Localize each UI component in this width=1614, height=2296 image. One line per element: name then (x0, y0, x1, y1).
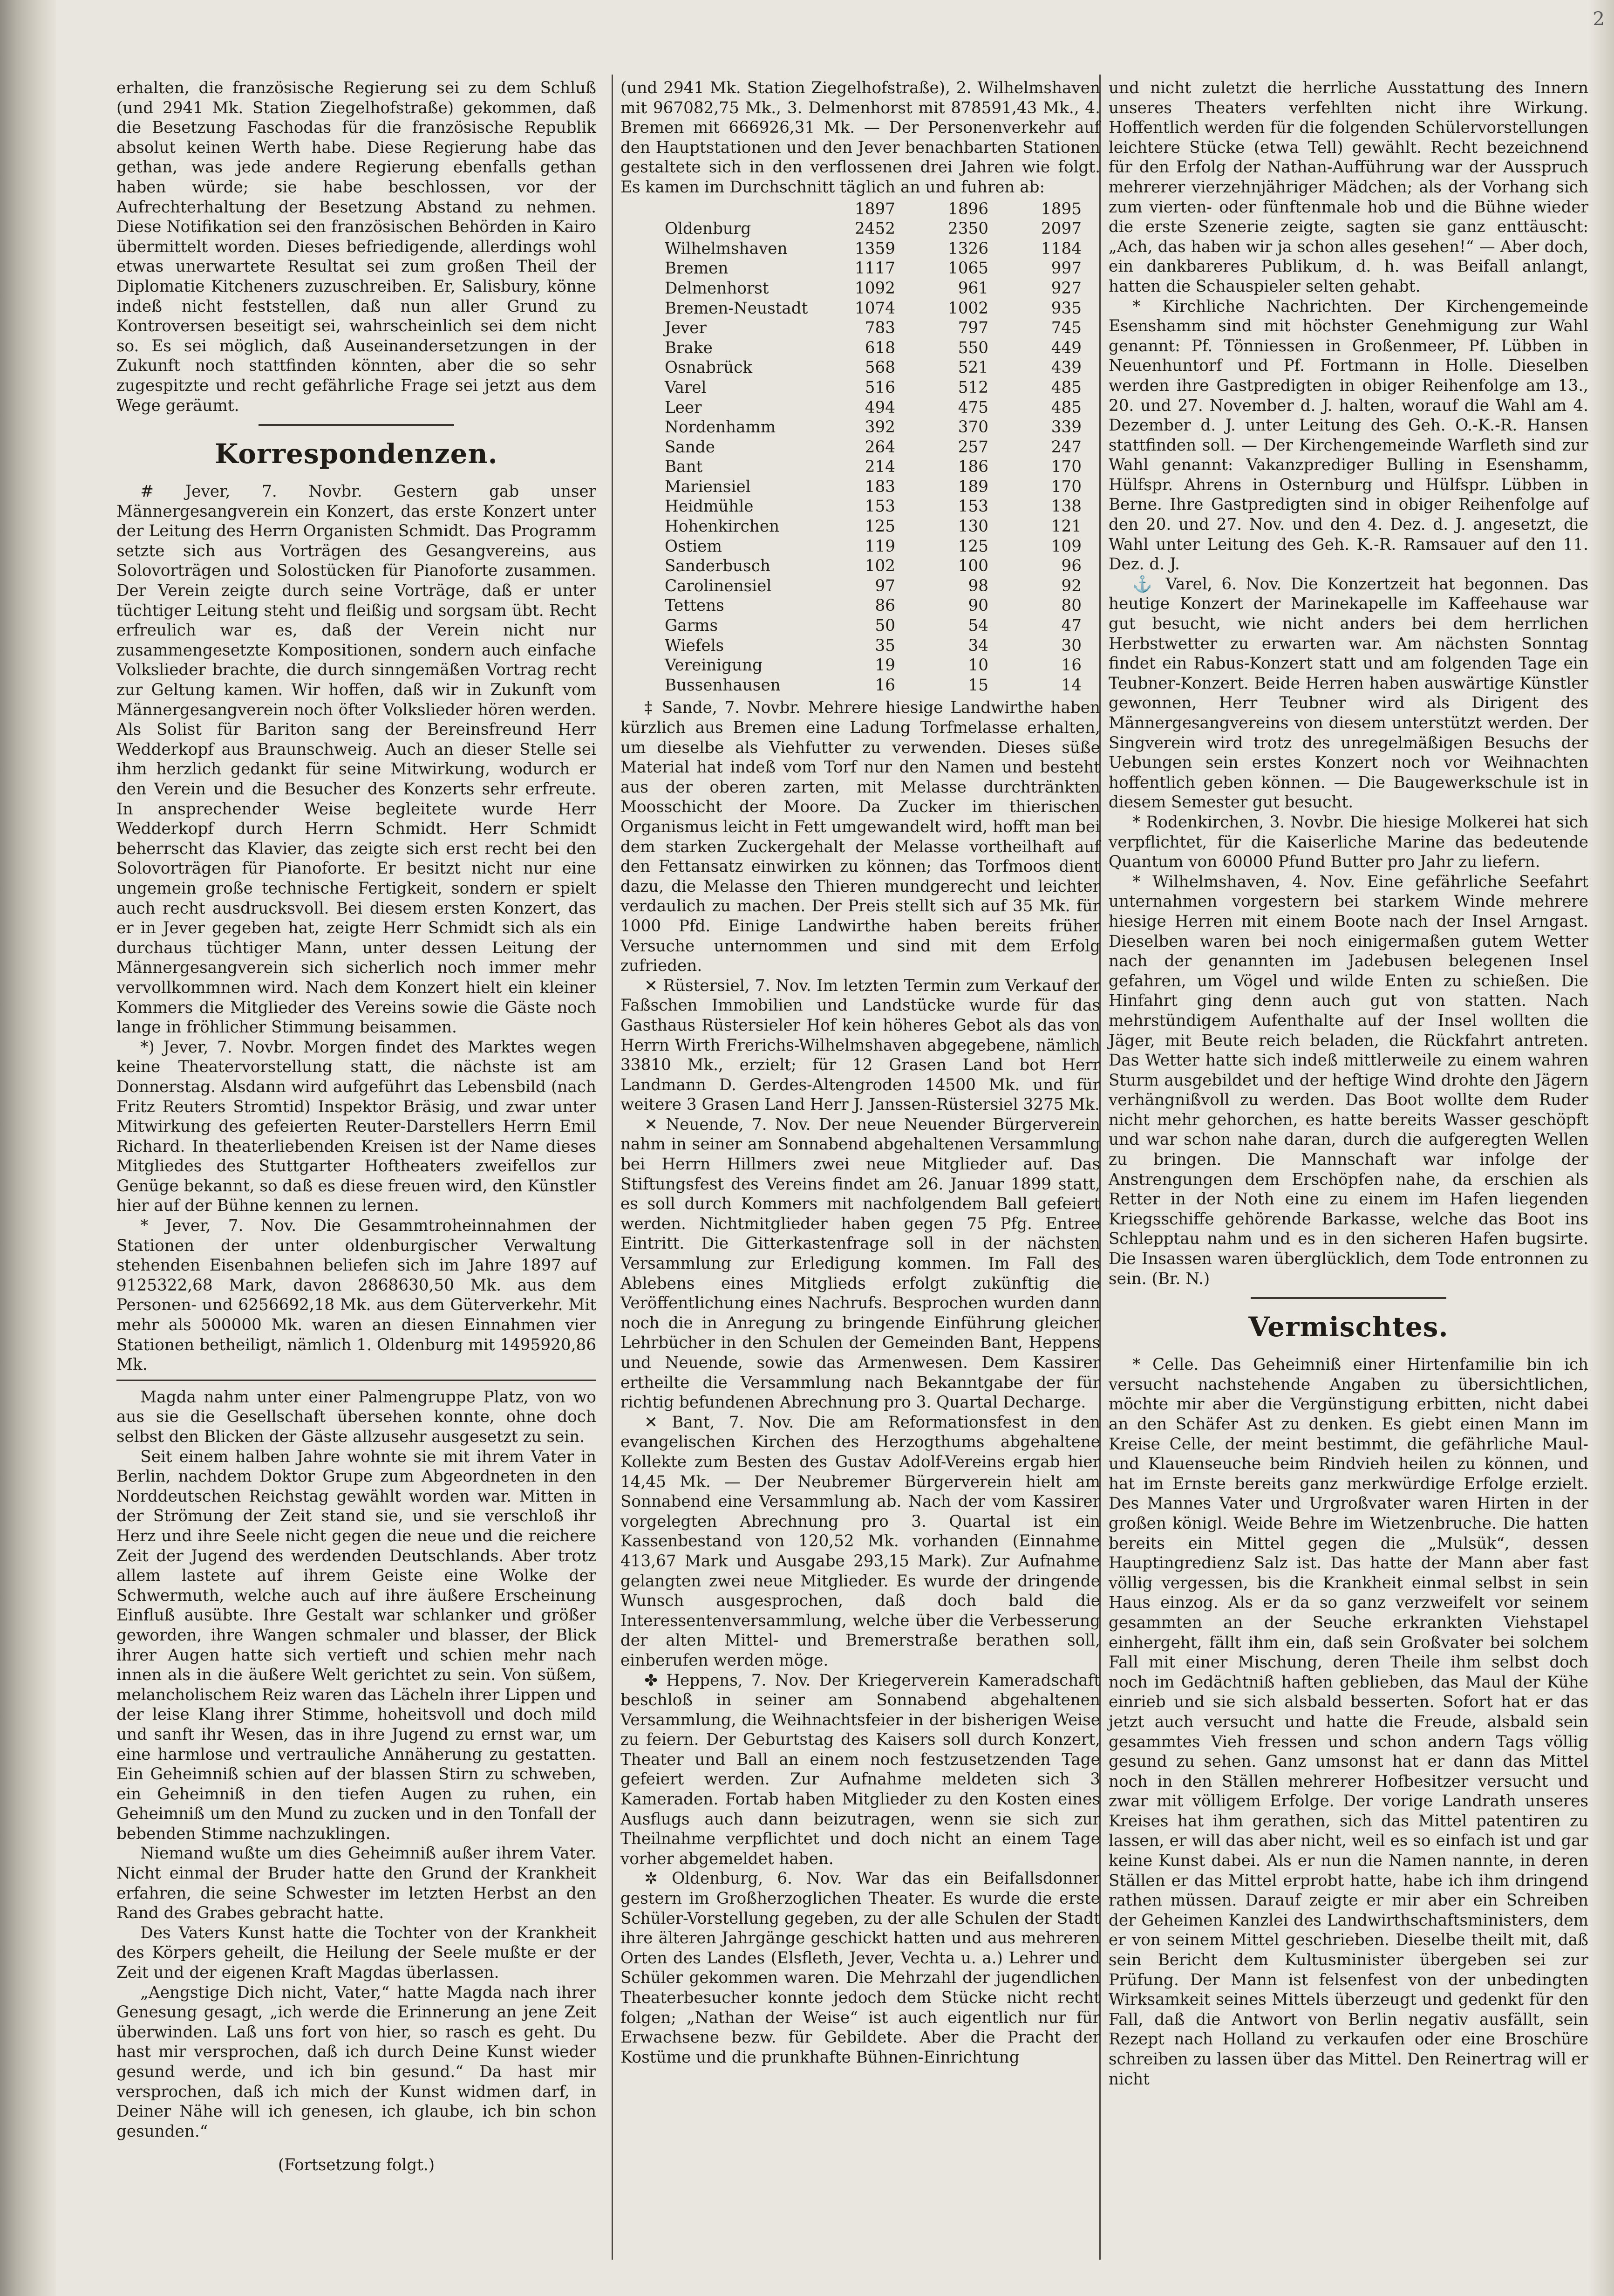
passenger-count-cell: 15 (968, 676, 988, 695)
station-name-cell: Vereinigung (665, 656, 763, 675)
table-row (620, 556, 1100, 576)
table-header-cell: 1897 (854, 199, 895, 219)
passenger-count-cell: 80 (1061, 596, 1082, 615)
article-jever-konzert: # Jever, 7. Novbr. Gestern gab unser Männergesangverein ein Konzert, das erste Konzert unter der Leitung des Herrn Organisten Schmidt. Das Programm setzte sich aus Vorträgen des Gesangvereins, aus Solovorträgen und Solostücken für Pianoforte zusammen. Der Verein zeigte durch seine Vorträge, daß er unter tüchtiger Leitung steht und fleißig und sorgsam übt. Recht erfreulich war es, daß der Verein nicht nur zusammengesetzte Kompositionen, sondern auch einfache Volkslieder brachte, die durch sinngemäßen Vortrag recht zur Geltung kamen. Wir hoffen, daß wir in Zukunft vom Männergesangverein noch öfter Volkslieder hören werden. Als Solist für Bariton sang der Bereinsfreund Herr Wedderkopf aus Braunschweig. Auch an dieser Stelle sei ihm herzlich gedankt für seine Mitwirkung, wodurch er den Verein und die Besucher des Konzerts sehr erfreute. In ansprechender Weise begleitete wurde Herr Wedderkopf durch Herrn Schmidt. Herr Schmidt beherrscht das Klavier, das zeigte sich erst recht bei den Solovorträgen für Pianoforte. Er besitzt nicht nur eine ungemein große technische Fertigkeit, sondern er spielt auch recht ausdrucksvoll. Bei diesem ersten Konzert, das er in Jever gegeben hat, zeigte Herr Schmidt sich als ein durchaus tüchtiger Mann, unter dessen Leitung der Männergesangverein sich sicherlich noch immer mehr vervollkommnen wird. Nach dem Konzert hielt ein kleiner Kommers die Mitglieder des Vereins sowie die Gäste noch lange in fröhlicher Stimmung beisammen. (116, 482, 596, 1037)
column-2 (620, 78, 1100, 2067)
passenger-count-cell: 16 (875, 676, 895, 695)
table-row (620, 457, 1100, 477)
passenger-count-cell: 797 (958, 319, 988, 338)
passenger-count-cell: 14 (1061, 676, 1082, 695)
passenger-count-cell: 1002 (947, 299, 988, 318)
passenger-count-cell: 264 (865, 437, 895, 457)
section-divider (1251, 1297, 1446, 1299)
station-name-cell: Varel (665, 378, 707, 397)
passenger-count-cell: 189 (958, 477, 988, 496)
table-row (620, 417, 1100, 437)
passenger-count-cell: 10 (968, 656, 988, 675)
station-name-cell: Brake (665, 338, 713, 357)
passenger-count-cell: 19 (875, 656, 895, 675)
story-paragraph: „Aengstige Dich nicht, Vater,“ hatte Magda nach ihrer Genesung gesagt, „ich werde die Erinnerung an jene Zeit überwinden. Laß uns fort von hier, so rasch es geht. Du hast mir versprochen, daß ich durch Deine Kunst wieder gesund werde, und ich bin gesund.“ Da hast mir versprochen, daß ich mich der Kunst widmen darf, in Deiner Nähe will ich genesen, ich glaube, ich bin schon gesunden.“ (116, 1983, 596, 2141)
story-paragraph: Seit einem halben Jahre wohnte sie mit ihrem Vater in Berlin, nachdem Doktor Grupe zum Abgeordneten in den Norddeutschen Reichstag gewählt worden war. Mitten in der Strömung der Zeit stand sie, und sie verschloß ihr Herz und ihre Seele nicht gegen die neue und die reichere Zeit der Jugend des werdenden Deutschlands. Aber trotz allem lastete auf ihrem Geiste eine Wolke der Schwermuth, welche auch auf ihre äußere Erscheinung Einfluß ausübte. Ihre Gestalt war schlanker und größer geworden, ihre Wangen schmaler und blasser, der Blick ihrer Augen hatte sich vertieft und schien mehr nach innen als in die äußere Welt gerichtet zu sein. Von süßem, melancholischem Reiz waren das Lächeln ihrer Lippen und der leise Klang ihrer Stimme, hoheitsvoll und doch mild und sanft ihr Wesen, das in ihre Jugend zu ernst war, um eine harmlose und vertrauliche Annäherung zu gestatten. Ein Geheimniß schien auf der blassen Stirn zu schweben, ein Geheimniß in den tiefen Augen zu ruhen, ein Geheimniß um den Mund zu zucken und in den Tonfall der bebenden Stimme nachzuklingen. (116, 1447, 596, 1843)
table-row (620, 358, 1100, 378)
article-heppens: ✤ Heppens, 7. Nov. Der Kriegerverein Kameradschaft beschloß in seiner am Sonnabend abgehaltenen Versammlung, die Weihnachtsfeier in der bisherigen Weise zu feiern. Der Geburtstag des Kaisers soll durch Konzert, Theater und Ball an einem noch festzusetzenden Tage gefeiert werden. Zur Aufnahme meldeten sich 3 Kameraden. Fortab haben Mitglieder zu den Kosten eines Ausflugs auch dann beizutragen, wenn sie sich zur Theilnahme verpflichtet und doch nicht an einem Tage vorher abgemeldet haben. (620, 1671, 1100, 1868)
station-name-cell: Bremen (665, 259, 729, 278)
passenger-count-cell: 92 (1061, 576, 1082, 595)
passenger-count-cell: 961 (958, 279, 988, 298)
article-kirchliche-nachrichten: * Kirchliche Nachrichten. Der Kirchengemeinde Esenshamm sind mit höchster Genehmigung zur Wahl genannt: Pf. Tönniessen in Großenmeer, Pf. Lübben in Neuenhuntorf und Pf. Fortmann in Holle. Dieselben werden ihre Gastpredigten in obiger Reihenfolge am 13., 20. und 27. November d. J. halten, worauf die Wahl am 4. Dezember d. J. unter Leitung des Geh. O.-K.-R. Hansen stattfinden soll. — Der Kirchengemeinde Warfleth sind zur Wahl genannt: Vakanzprediger Bulling in Esenshamm, Hülfspr. Ahrens in Osternburg und Hülfspr. Lübben in Berne. Ihre Gastpredigten sind in obiger Reihenfolge auf den 20. und 27. Nov. und den 4. Dez. d. J. angesetzt, die Wahl unter Leitung des Geh. K.-R. Ramsauer auf den 11. Dez. d. J. (1109, 297, 1588, 574)
passenger-count-cell: 339 (1051, 418, 1082, 437)
passenger-table (620, 199, 1100, 696)
binding-gutter (0, 0, 56, 2296)
passenger-count-cell: 50 (875, 616, 895, 636)
table-row (620, 338, 1100, 358)
table-row (620, 616, 1100, 636)
article-sande: ‡ Sande, 7. Novbr. Mehrere hiesige Landwirthe haben kürzlich aus Bremen eine Ladung Torfmelasse erhalten, um dieselbe als Viehfutter zu verwenden. Dieses süße Material hat indeß vom Torf nur den Namen und besteht aus der oberen zarten, mit Melasse durchtränkten Moosschicht der Moore. Da Zucker im thierischen Organismus leicht in Fett umgewandelt wird, hofft man bei dem starken Zuckergehalt der Melasse vortheilhaft auf den Fettansatz einwirken zu können; das Torfmoos dient dazu, die Melasse den Thieren mundgerecht und leichter verdaulich zu machen. Der Preis stellt sich auf 35 Mk. für 1000 Pfd. Einige Landwirthe haben bereits früher Versuche unternommen und sind mit dem Erfolg zufrieden. (620, 698, 1100, 976)
passenger-count-cell: 247 (1051, 437, 1082, 457)
story-paragraph: Des Vaters Kunst hatte die Tochter von der Krankheit des Körpers geheilt, die Heilung der Seele mußte er der Zeit und der eigenen Kraft Magdas überlassen. (116, 1923, 596, 1982)
passenger-count-cell: 1074 (854, 299, 895, 318)
column-1 (116, 78, 596, 2175)
passenger-count-cell: 475 (958, 398, 988, 417)
article-neuende: ✕ Neuende, 7. Nov. Der neue Neuender Bürgerverein nahm in seiner am Sonnabend abgehaltenen Versammlung bei Herrn Hillmers zwei neue Mitglieder auf. Das Stiftungsfest des Vereins findet am 26. Januar 1899 statt, es soll durch Kommers mit nachfolgendem Ball gefeiert werden. Nichtmitglieder haben gegen 75 Pfg. Entree Eintritt. Die Gitterkastenfrage soll in der nächsten Versammlung zur Erledigung kommen. Im Fall des Ablebens eines Mitglieds erfolgt zukünftig die Veröffentlichung eines Nachrufs. Besprochen wurden dann noch die in Anregung zu bringende Einführung gleicher Lehrbücher in den Schulen der Gemeinden Bant, Heppens und Neuende, sowie das Armenwesen. Dem Kassirer ertheilte die Versammlung nach Bekanntgabe der für richtig befundenen Abrechnung pro 3. Quartal Decharge. (620, 1115, 1100, 1412)
passenger-count-cell: 214 (865, 458, 895, 477)
passenger-count-cell: 935 (1051, 299, 1082, 318)
station-name-cell: Heidmühle (665, 497, 754, 516)
column-rule (612, 75, 613, 2260)
station-name-cell: Garms (665, 616, 718, 636)
passenger-count-cell: 257 (958, 437, 988, 457)
passenger-count-cell: 90 (968, 596, 988, 615)
station-name-cell: Delmenhorst (665, 279, 769, 298)
feuilleton-divider (116, 1380, 596, 1381)
passenger-count-cell: 1184 (1041, 239, 1082, 258)
station-name-cell: Oldenburg (665, 219, 751, 239)
station-name-cell: Carolinensiel (665, 576, 772, 595)
passenger-count-cell: 102 (865, 557, 895, 576)
passenger-count-cell: 568 (865, 358, 895, 377)
station-name-cell: Mariensiel (665, 477, 751, 496)
table-row (620, 279, 1100, 299)
station-name-cell: Hohenkirchen (665, 517, 780, 536)
table-row (620, 676, 1100, 696)
table-header-cell: 1896 (947, 199, 988, 219)
passenger-count-cell: 34 (968, 636, 988, 655)
station-name-cell: Bant (665, 458, 703, 477)
article-rodenkirchen: * Rodenkirchen, 3. Novbr. Die hiesige Molkerei hat sich verpflichtet, für die Kaiserliche Marine das bedeutende Quantum von 60000 Pfund Butter pro Jahr zu liefern. (1109, 813, 1588, 872)
passenger-count-cell: 35 (875, 636, 895, 655)
article-bant: ✕ Bant, 7. Nov. Die am Reformationsfest in den evangelischen Kirchen des Herzogthums abgehaltene Kollekte zum Besten des Gustav Adolf-Vereins ergab hier 14,45 Mk. — Der Neubremer Bürgerverein hielt am Sonnabend eine Versammlung ab. Nach der vom Kassirer vorgelegten Abrechnung pro 3. Quartal ist ein Kassenbestand von 120,52 Mk. vorhanden (Einnahme 413,67 Mark und Ausgabe 293,15 Mark). Zur Aufnahme gelangten zwei neue Mitglieder. Es wurde der dringende Wunsch ausgesprochen, daß doch bald die Interessentenversammlung, welche über die Verbesserung der alten Mittel- und Bremerstraße berathen soll, einberufen werden möge. (620, 1413, 1100, 1670)
station-name-cell: Jever (665, 319, 707, 338)
table-row (620, 378, 1100, 398)
column-3 (1109, 78, 1588, 2089)
station-name-cell: Sanderbusch (665, 557, 770, 576)
passenger-count-cell: 121 (1051, 517, 1082, 536)
section-heading-vermischtes: Vermischtes. (1248, 1311, 1449, 1343)
table-row (620, 239, 1100, 259)
station-name-cell: Wiefels (665, 636, 724, 655)
passenger-count-cell: 125 (958, 537, 988, 556)
table-row (620, 318, 1100, 338)
page-number: 2 (1593, 8, 1605, 30)
table-row (620, 636, 1100, 656)
table-row (620, 219, 1100, 239)
story-paragraph: Niemand wußte um dies Geheimniß außer ihrem Vater. Nicht einmal der Bruder hatte den Grund der Krankheit erfahren, die seine Schwester im letzten Herbst an den Rand des Grabes gebracht hatte. (116, 1844, 596, 1923)
passenger-count-cell: 449 (1051, 338, 1082, 357)
passenger-count-cell: 370 (958, 418, 988, 437)
passenger-count-cell: 186 (958, 458, 988, 477)
passenger-count-cell: 2452 (854, 219, 895, 239)
table-row (620, 537, 1100, 557)
station-name-cell: Bussenhausen (665, 676, 781, 695)
passenger-count-cell: 512 (958, 378, 988, 397)
passenger-count-cell: 494 (865, 398, 895, 417)
passenger-count-cell: 1117 (854, 259, 895, 278)
passenger-count-cell: 783 (865, 319, 895, 338)
table-row (620, 398, 1100, 418)
article-wilhelmshaven: * Wilhelmshaven, 4. Nov. Eine gefährliche Seefahrt unternahmen vorgestern bei starkem Winde mehrere hiesige Herren mit einem Boote nach der Insel Arngast. Dieselben waren bei noch einigermaßen gutem Wetter nach der genannten im Jadebusen belegenen Insel gefahren, um Vögel und wilde Enten zu schießen. Die Hinfahrt ging denn auch gut von statten. Nach mehrstündigem Aufenthalte auf der Insel wollten die Jäger, mit Beute reich beladen, die Rückfahrt antreten. Das Wetter hatte sich indeß mittlerweile zu einem wahren Sturm ausgebildet und der heftige Wind drohte den Jägern verhängnißvoll zu werden. Das Boot wollte dem Ruder nicht mehr gehorchen, es hatte bereits Wasser geschöpft und war schon nahe daran, durch die aufgeregten Wellen zu bringen. Die Mannschaft war infolge der Anstrengungen dem Erschöpfen nahe, da erschien als Retter in der Noth eine zu einem im Hafen liegenden Kriegsschiffe gehörende Barkasse, welche das Boot ins Schlepptau nahm und es in den sicheren Hafen bugsirte. Die Insassen waren überglücklich, dem Tode entronnen zu sein. (Br. N.) (1109, 872, 1588, 1288)
station-name-cell: Leer (665, 398, 702, 417)
table-row (620, 259, 1100, 279)
passenger-count-cell: 392 (865, 418, 895, 437)
table-header-row (620, 199, 1100, 219)
passenger-count-cell: 97 (875, 576, 895, 595)
station-name-cell: Sande (665, 437, 715, 457)
article-oldenburg: ✲ Oldenburg, 6. Nov. War das ein Beifallsdonner gestern im Großherzoglichen Theater. Es wurde die erste Schüler-Vorstellung gegeben, zu der alle Schulen der Stadt ihre älteren Jahrgänge geschickt hatten und aus mehreren Orten des Landes (Elsfleth, Jever, Vechta u. a.) Lehrer und Schüler gekommen waren. Die Mehrzahl der jugendlichen Theaterbesucher konnte jedoch dem Stücke nicht recht folgen; „Nathan der Weise“ ist auch eigentlich nur für Erwachsene bezw. für Gebildete. Aber die Pracht der Kostüme und die prunkhafte Bühnen-Einrichtung (620, 1869, 1100, 2067)
passenger-count-cell: 521 (958, 358, 988, 377)
passenger-count-cell: 485 (1051, 398, 1082, 417)
article-fashoda: erhalten, die französische Regierung sei zu dem Schluß (und 2941 Mk. Station Ziegelhofstraße) gekommen, daß die Besetzung Faschodas für die französische Republik absolut keinen Werth habe. Diese Regierung habe das gethan, was jede andere Regierung ebenfalls gethan haben würde; sie habe beschlossen, vor der Aufrechterhaltung der Besetzung Abstand zu nehmen. Diese Notifikation sei den französischen Behörden in Kairo übermittelt worden. Dieses befriedigende, allerdings wohl etwas unerwartete Resultat sei zum großen Theil der Diplomatie Kitcheners zuzuschreiben. Er, Salisbury, könne indeß nicht feststellen, daß nun aller Grund zu Kontroversen beseitigt sei, wahrscheinlich sei dem nicht so. Es sei möglich, daß Auseinandersetzungen in der Zukunft noch stattfinden könnten, aber die so sehr zugespitzte und recht gefährliche Frage sei jetzt aus dem Wege geräumt. (116, 79, 596, 415)
station-name-cell: Wilhelmshaven (665, 239, 788, 258)
table-row (620, 656, 1100, 676)
article-celle: * Celle. Das Geheimniß einer Hirtenfamilie bin ich versucht nachstehende Angaben zu übersichtlichen, möchte mir aber die Vergünstigung erbitten, nicht dabei an den Schäfer Ast zu denken. Es giebt einen Mann im Kreise Celle, der meint bestimmt, die gefährliche Maul- und Klauenseuche beim Rindvieh heilen zu können, und hat im Ernste bereits ganz merkwürdige Erfolge erzielt. Des Mannes Vater und Urgroßvater waren Hirten in der großen königl. Weide Behre im Wietzenbruche. Die hatten bereits ein Mittel gegen die „Mulsük“, dessen Hauptingredienz Salz ist. Das hatte der Mann aber fast völlig vergessen, bis die Krankheit einmal selbst in sein Haus einzog. Als er da so ganz verzweifelt vor seinem gesammten an der Seuche erkrankten Viehstapel einhergeht, fällt ihm ein, daß sein Großvater bei solchem Fall mit einer Mischung, deren Theile ihm selbst doch noch im Gedächtniß haften geblieben, das Maul der Kühe einrieb und sie sich alsbald besserten. Sofort hat er das jetzt auch versucht und hatte die Freude, alsbald sein gesammtes Vieh fressen und schon andern Tags völlig gesund zu sehen. Ganz umsonst hat er dann das Mittel noch in den Ställen mehrerer Hofbesitzer versucht und zwar mit völligem Erfolge. Der vorige Landrath unseres Kreises hat ihm gerathen, sich das Mittel patentiren zu lassen, er will das aber nicht, weil es so einfach ist und gar keine Kunst dabei. Als er nun die Namen nannte, in deren Ställen er das Mittel erprobt hatte, habe ich ihm dringend rathen müssen. Darauf zeigte er mir aber ein Schreiben der Geheimen Kanzlei des Landwirthschaftsministers, dem er von seinem Mittel geschrieben. Dieselbe theilt mit, daß sein Bericht dem Kultusminister übergeben sei zur Prüfung. Der Mann ist felsenfest von der unbedingten Wirksamkeit seines Mittels überzeugt und gedenkt für den Fall, daß die Antwort von Berlin negativ ausfällt, sein Rezept nach Holland zu verkaufen oder eine Broschüre schreiben zu lassen über das Mittel. Den Reinertrag will er nicht (1109, 1355, 1588, 2089)
table-row (620, 437, 1100, 458)
section-heading-korrespondenzen: Korrespondenzen. (215, 438, 498, 470)
passenger-count-cell: 130 (958, 517, 988, 536)
passenger-count-cell: 54 (968, 616, 988, 636)
table-row (620, 299, 1100, 319)
passenger-count-cell: 1359 (854, 239, 895, 258)
passenger-count-cell: 2097 (1041, 219, 1082, 239)
article-varel: ⚓ Varel, 6. Nov. Die Konzertzeit hat begonnen. Das heutige Konzert der Marinekapelle im Kaffeehause war gut besucht, wie nicht anders bei dem herrlichen Herbstwetter zu erwarten war. Am nächsten Sonntag findet ein Rabus-Konzert statt und am folgenden Tage ein Teubner-Konzert. Beide Herren haben auswärtige Künstler gewonnen, Herr Teubner wird als Dirigent des Männergesangvereins von diesem unterstützt werden. Der Singverein wird trotz des unregelmäßigen Besuchs der Uebungen sein erstes Konzert noch vor Weihnachten hoffentlich geben können. — Die Baugewerkschule ist in diesem Semester gut besucht. (1109, 574, 1588, 812)
table-row (620, 477, 1100, 497)
station-name-cell: Bremen-Neustadt (665, 299, 808, 318)
passenger-count-cell: 153 (958, 497, 988, 516)
passenger-count-cell: 2350 (947, 219, 988, 239)
passenger-count-cell: 618 (865, 338, 895, 357)
section-divider (259, 424, 454, 426)
passenger-count-cell: 100 (958, 557, 988, 576)
article-oldenburg-cont: und nicht zuletzt die herrliche Ausstattung des Innern unseres Theaters verfehlten nicht ihre Wirkung. Hoffentlich werden für die folgenden Schülervorstellungen leichtere Stücke (etwa Tell) gewählt. Recht bezeichnend für den Erfolg der Nathan-Aufführung war der Ausspruch mehrerer vierzehnjähriger Mädchen; als der Vorhang sich zum vierten- oder fünftenmale hob und die Bühne wieder die erste Szenerie zeigte, sagten sie ganz enttäuscht: „Ach, das haben wir ja schon alles gesehen!“ — Aber doch, ein dankbareres Publikum, d. h. was Beifall anlangt, hatten die Schauspieler selten gehabt. (1109, 79, 1588, 296)
passenger-count-cell: 30 (1061, 636, 1082, 655)
table-row (620, 497, 1100, 517)
article-jever-theater: *) Jever, 7. Novbr. Morgen findet des Marktes wegen keine Theatervorstellung statt, die nächste ist am Donnerstag. Alsdann wird aufgeführt das Lebensbild (nach Fritz Reuters Stromtid) Inspektor Bräsig, und zwar unter Mitwirkung des gefeierten Reuter-Darstellers Herrn Emil Richard. In theaterliebenden Kreisen ist der Name dieses Mitgliedes des Stuttgarter Hoftheaters zweifellos zur Genüge bekannt, so daß es diese freuen wird, den Künstler hier auf der Bühne kennen zu lernen. (116, 1038, 596, 1216)
passenger-count-cell: 1092 (854, 279, 895, 298)
article-ruestersiel: ✕ Rüstersiel, 7. Nov. Im letzten Termin zum Verkauf der Faßschen Immobilien und Landstücke wurde für das Gasthaus Rüstersieler Hof kein höheres Gebot als das von Herrn Wirth Frerichs-Wilhelmshaven abgegebene, nämlich 33810 Mk., erzielt; für 12 Grasen Land bot Herr Landmann D. Gerdes-Altengroden 14500 Mk. und für weitere 3 Grasen Land Herr J. Janssen-Rüstersiel 3275 Mk. (620, 976, 1100, 1114)
passenger-count-cell: 745 (1051, 319, 1082, 338)
passenger-count-cell: 997 (1051, 259, 1082, 278)
passenger-count-cell: 1065 (947, 259, 988, 278)
continuation-note: (Fortsetzung folgt.) (278, 2156, 435, 2175)
passenger-count-cell: 16 (1061, 656, 1082, 675)
passenger-count-cell: 47 (1061, 616, 1082, 636)
passenger-count-cell: 170 (1051, 458, 1082, 477)
story-paragraph: Magda nahm unter einer Palmengruppe Platz, von wo aus sie die Gesellschaft übersehen konnte, ohne doch selbst den Blicken der Gäste allzusehr ausgesetzt zu sein. (116, 1387, 596, 1446)
table-row (620, 576, 1100, 596)
passenger-count-cell: 98 (968, 576, 988, 595)
passenger-count-cell: 1326 (947, 239, 988, 258)
passenger-count-cell: 138 (1051, 497, 1082, 516)
station-name-cell: Tettens (665, 596, 724, 615)
passenger-count-cell: 485 (1051, 378, 1082, 397)
table-header-cell (620, 199, 821, 219)
passenger-count-cell: 119 (865, 537, 895, 556)
station-name-cell: Osnabrück (665, 358, 753, 377)
passenger-count-cell: 109 (1051, 537, 1082, 556)
passenger-count-cell: 86 (875, 596, 895, 615)
table-header-cell: 1895 (1041, 199, 1082, 219)
passenger-count-cell: 550 (958, 338, 988, 357)
table-row (620, 517, 1100, 537)
passenger-count-cell: 125 (865, 517, 895, 536)
station-name-cell: Ostiem (665, 537, 722, 556)
article-jever-eisenbahn: * Jever, 7. Nov. Die Gesammtroheinnahmen der Stationen der unter oldenburgischer Verwaltung stehenden Eisenbahnen beliefen sich im Jahre 1897 auf 9125322,68 Mark, davon 2868630,50 Mk. aus dem Personen- und 6256692,18 Mk. aus dem Güterverkehr. Mit mehr als 500000 Mk. waren an diesen Einnahmen vier Stationen betheiligt, nämlich 1. Oldenburg mit 1495920,86 Mk. (116, 1216, 596, 1374)
passenger-count-cell: 183 (865, 477, 895, 496)
passenger-count-cell: 439 (1051, 358, 1082, 377)
passenger-count-cell: 170 (1051, 477, 1082, 496)
passenger-count-cell: 96 (1061, 557, 1082, 576)
passenger-count-cell: 153 (865, 497, 895, 516)
passenger-count-cell: 927 (1051, 279, 1082, 298)
station-name-cell: Nordenhamm (665, 418, 776, 437)
passenger-count-cell: 516 (865, 378, 895, 397)
table-row (620, 596, 1100, 616)
article-eisenbahn-cont: (und 2941 Mk. Station Ziegelhofstraße), 2. Wilhelmshaven mit 967082,75 Mk., 3. Delmenhorst mit 878591,43 Mk., 4. Bremen mit 666926,31 Mk. — Der Personenverkehr auf den Hauptstationen und den Jever benachbarten Stationen gestaltete sich in den verflossenen drei Jahren wie folgt. Es kamen im Durchschnitt täglich an und fuhren ab: (620, 79, 1100, 197)
page-edge (1588, 0, 1614, 2296)
